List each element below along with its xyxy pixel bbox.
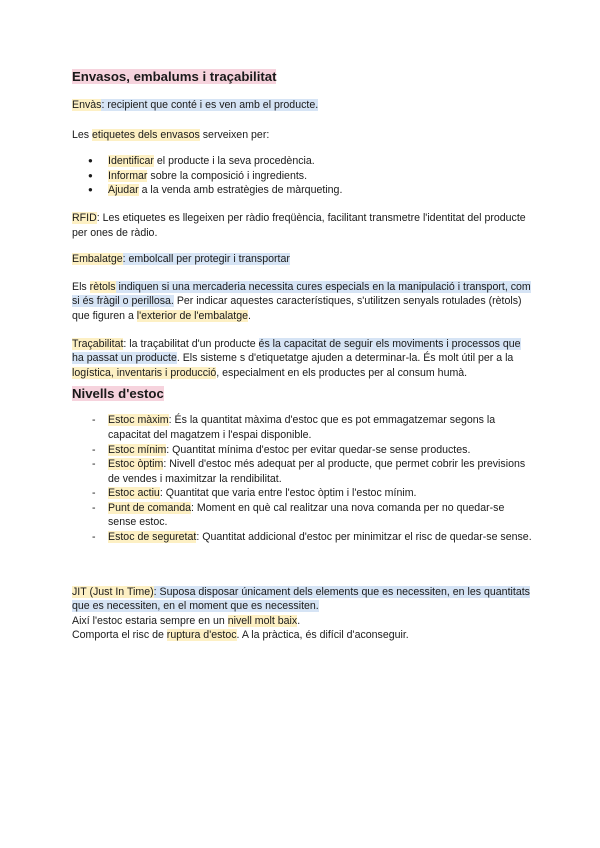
etiquetes-intro: Les etiquetes dels envasos serveixen per: — [72, 128, 270, 141]
etiquetes-list — [72, 154, 532, 198]
section-title-envasos: Envasos, embalums i traçabilitat — [72, 69, 277, 84]
jit-definition: JIT (Just In Time): Suposa disposar únicament dels elements que es necessiten, en les quantitats que es necessiten, en el moment que es necessiten. — [72, 585, 530, 613]
list-item: - Punt de comanda: Moment en què cal realitzar una nova comanda per no quedar-se sense estoc. — [72, 501, 532, 530]
list-item: ● Identificar el producte i la seva procedència. — [72, 154, 532, 169]
list-item: - Estoc mínim: Quantitat mínima d'estoc per evitar quedar-se sense productes. — [72, 443, 532, 458]
retols-paragraph: Els rètols indiquen si una mercaderia necessita cures especials en la manipulació i transport, com si és fràgil o perillosa. Per indicar aquestes característiques, s'utilitzen senyals rotulades (rètols) que figuren a l'exterior de l'embalatge. — [72, 280, 531, 322]
list-item: ● Informar sobre la composició i ingredients. — [72, 169, 532, 184]
nivells-list — [72, 413, 532, 544]
list-item: ● Ajudar a la venda amb estratègies de màrqueting. — [72, 183, 532, 198]
list-item: - Estoc màxim: És la quantitat màxima d'estoc que es pot emmagatzemar segons la capacitat del magatzem i l'espai disponible. — [72, 413, 532, 442]
section-title-nivells: Nivells d'estoc — [72, 386, 164, 402]
list-item: - Estoc de seguretat: Quantitat addicional d'estoc per minimitzar el risc de quedar-se sense. — [72, 530, 532, 545]
jit-block — [72, 585, 532, 643]
list-item: - Estoc actiu: Quantitat que varia entre l'estoc òptim i l'estoc mínim. — [72, 486, 532, 501]
rfid-paragraph: RFID: Les etiquetes es llegeixen per ràdio freqüència, facilitant transmetre l'identitat del producte per ones de ràdio. — [72, 211, 526, 239]
embalatge-definition: Embalatge: embolcall per protegir i transportar — [72, 253, 290, 266]
list-item: - Estoc òptim: Nivell d'estoc més adequat per al producte, que permet cobrir les previsions de vendes i maximitzar la rendibilitat. — [72, 457, 532, 486]
document-page — [72, 68, 532, 643]
tracabilitat-paragraph: Traçabilitat: la traçabilitat d'un producte és la capacitat de seguir els moviments i processos que ha passat un producte. Els sisteme s d'etiquetatge ajuden a determinar-la. És molt útil per a la logística, inventaris i producció, especialment en els productes per al consum humà. — [72, 337, 521, 379]
envas-definition: Envàs: recipient que conté i es ven amb el producte. — [72, 99, 319, 111]
jit-line-2: Així l'estoc estaria sempre en un nivell molt baix. — [72, 614, 301, 627]
jit-line-3: Comporta el risc de ruptura d'estoc. A la pràctica, és difícil d'aconseguir. — [72, 629, 409, 642]
